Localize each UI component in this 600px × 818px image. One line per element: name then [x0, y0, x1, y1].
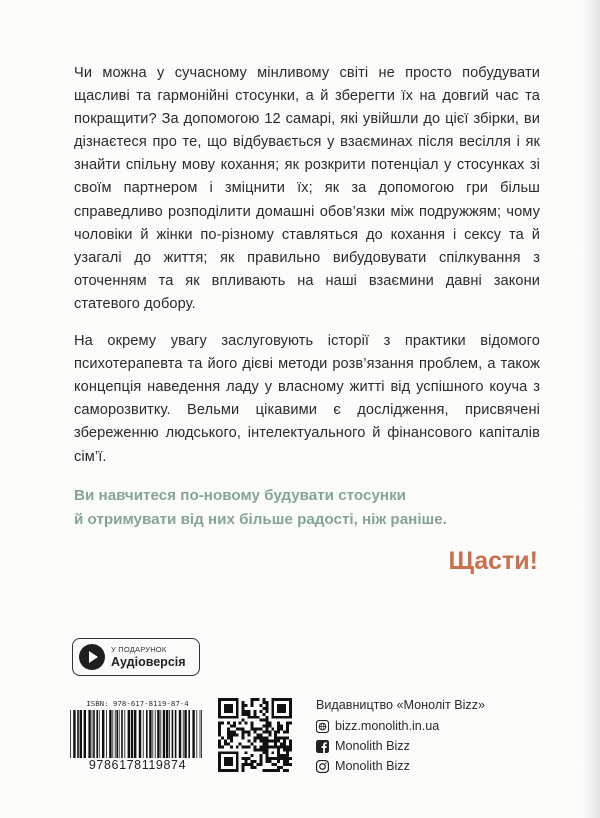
wish-heading: Щасти!	[448, 547, 538, 575]
page-edge-shadow	[582, 0, 600, 818]
publisher-website[interactable]	[316, 716, 485, 736]
tagline-line-2: й отримувати від них більше радості, ніж раніше.	[74, 511, 447, 528]
qr-code[interactable]	[218, 698, 292, 772]
description-paragraph-1: Чи можна у сучасному мінливому світі не просто побудувати щасливі та гармонійні стосунки, а й зберегти їх на довгий час та покращити? За допомогою 12 самарі, які увійшли до цієї збірки, ви дізнаєтеся про те, що відбувається у взаєминах після весілля і як знайти спільну мову кохання; як розкрити потенціал у стосунках зі своїм партнером і зміцнити їх; як за допомогою гри більш справедливо розподілити домашні обов’язки між подружжям; чому чоловіки й жінки по-різному ставляться до кохання і сексу та й узагалі до життя; як правильно вибудовувати спілкування з оточенням та як впливають на наші взаємини давні закони статевого добору.	[74, 65, 540, 312]
audiobook-badge-text	[111, 646, 186, 669]
audiobook-gift-label: У ПОДАРУНОК	[111, 644, 167, 654]
publisher-instagram-text: Monolith Bizz	[335, 759, 410, 773]
publisher-facebook-text: Monolith Bizz	[335, 739, 410, 753]
play-icon	[79, 644, 105, 670]
publisher-website-text: bizz.monolith.in.ua	[335, 719, 440, 733]
publisher-name: Видавництво «Моноліт Bizz»	[316, 698, 486, 712]
publisher-info	[316, 696, 485, 776]
audiobook-label: Аудіоверсія	[111, 655, 186, 669]
audiobook-badge[interactable]	[72, 638, 200, 676]
publisher-instagram[interactable]	[316, 756, 485, 776]
isbn-label: ISBN: 978-617-8119-87-4	[86, 699, 189, 708]
tagline	[74, 484, 544, 532]
globe-icon	[316, 720, 329, 733]
instagram-icon	[316, 760, 329, 773]
barcode	[70, 710, 205, 758]
publisher-facebook[interactable]	[316, 736, 485, 756]
description-paragraph-2: На окрему увагу заслуговують історії з практики відомого психотерапевта та його дієві методи розв’язання проблем, а також концепція наведення ладу у власному житті від успішного коуча з саморозвитку. Вельми цікавими є дослідження, присвячені збереженню людського, інтелектуального й фінансового капіталів сім’ї.	[74, 333, 540, 465]
facebook-icon	[316, 740, 329, 753]
description-text	[74, 62, 540, 483]
barcode-digits: 9786178119874	[88, 758, 187, 772]
tagline-line-1: Ви навчитеся по-новому будувати стосунки	[74, 487, 407, 504]
